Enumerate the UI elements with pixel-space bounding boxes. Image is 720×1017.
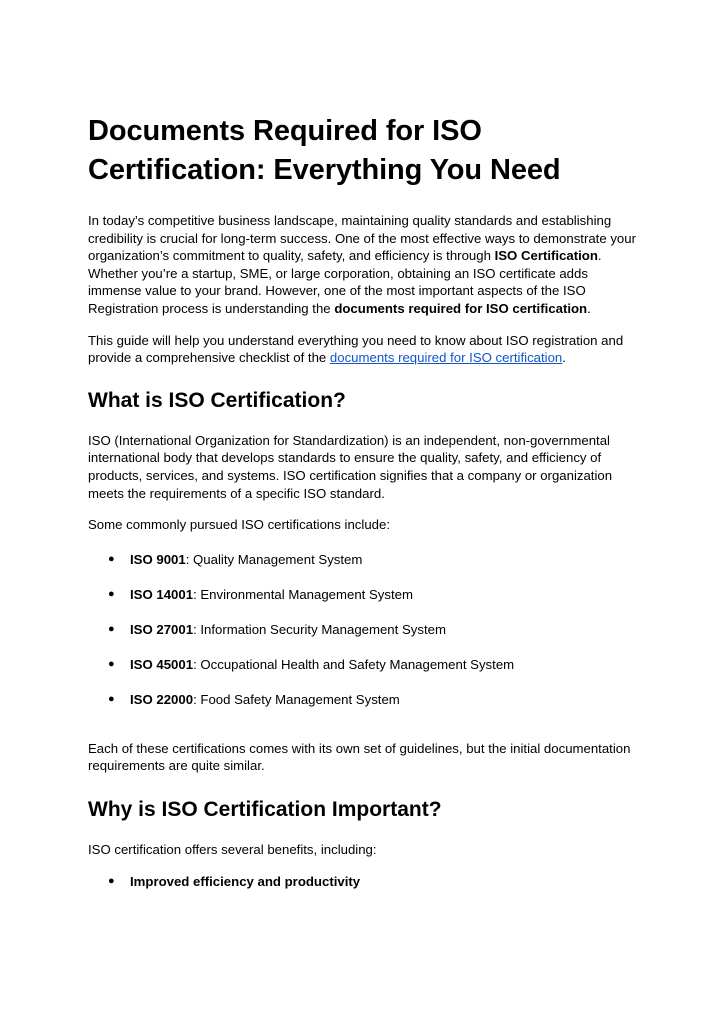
iso-code: ISO 14001 <box>130 586 194 602</box>
guide-paragraph <box>88 332 636 367</box>
section-heading-why-iso-important: Why is ISO Certification Important? <box>88 797 442 821</box>
bullet-icon: ● <box>108 587 115 600</box>
document-page <box>88 112 636 908</box>
section-heading-what-is-iso: What is ISO Certification? <box>88 388 346 412</box>
benefit-text: Improved efficiency and productivity <box>130 874 361 890</box>
iso-description: : Food Safety Management System <box>193 691 400 707</box>
iso-definition-paragraph: ISO (International Organization for Standardization) is an independent, non-governmental international body that develops standards to ensure the quality, safety, and efficiency of products, services, and systems. ISO certification signifies that a company or organization meets the requirements of a specific ISO standard. <box>88 432 613 501</box>
intro-paragraph <box>88 212 636 318</box>
spacer <box>88 726 636 740</box>
iso-code: ISO 45001 <box>130 656 194 672</box>
list-intro-paragraph: Some commonly pursued ISO certifications include: <box>88 517 390 533</box>
intro-text-3: . <box>587 300 591 316</box>
bullet-icon: ● <box>108 552 115 565</box>
documents-required-link[interactable]: documents required for ISO certification <box>329 350 563 366</box>
bullet-icon: ● <box>108 692 115 705</box>
page-title: Documents Required for ISO Certification: Everything You Need <box>88 115 561 186</box>
iso-description: : Occupational Health and Safety Management System <box>193 656 515 672</box>
list-item <box>88 656 636 674</box>
iso-description: : Information Security Management System <box>193 621 446 637</box>
intro-text-2: . Whether you’re a startup, SME, or large corporation, obtaining an ISO certificate adds immense value to your brand. However, one of the most important aspects of the ISO Registration process is understanding the <box>88 248 602 316</box>
intro-bold-documents-required: documents required for ISO certification <box>334 300 588 316</box>
guide-text-1: This guide will help you understand everything you need to know about ISO registration and provide a comprehensive checklist of the <box>88 332 624 366</box>
list-item <box>88 586 636 604</box>
iso-code: ISO 27001 <box>130 621 194 637</box>
iso-code: ISO 22000 <box>130 691 194 707</box>
list-item <box>88 621 636 639</box>
list-item <box>88 551 636 569</box>
closing-paragraph: Each of these certifications comes with its own set of guidelines, but the initial documentation requirements are quite similar. <box>88 740 631 774</box>
bullet-icon: ● <box>108 875 115 888</box>
bullet-icon: ● <box>108 622 115 635</box>
iso-code: ISO 9001 <box>130 551 186 567</box>
list-item <box>88 691 636 709</box>
iso-description: : Quality Management System <box>185 551 363 567</box>
intro-text-1: In today’s competitive business landscape, maintaining quality standards and establishing credibility is crucial for long-term success. One of the most effective ways to demonstrate your organization’s commitment to quality, safety, and efficiency is through <box>88 213 636 264</box>
list-item <box>88 873 636 891</box>
guide-text-2: . <box>562 350 566 366</box>
iso-certifications-list <box>88 551 636 709</box>
iso-description: : Environmental Management System <box>193 586 413 602</box>
benefits-intro-paragraph: ISO certification offers several benefits, including: <box>88 841 377 857</box>
benefits-list <box>88 873 636 891</box>
bullet-icon: ● <box>108 657 115 670</box>
intro-bold-iso-certification: ISO Certification <box>494 248 598 264</box>
